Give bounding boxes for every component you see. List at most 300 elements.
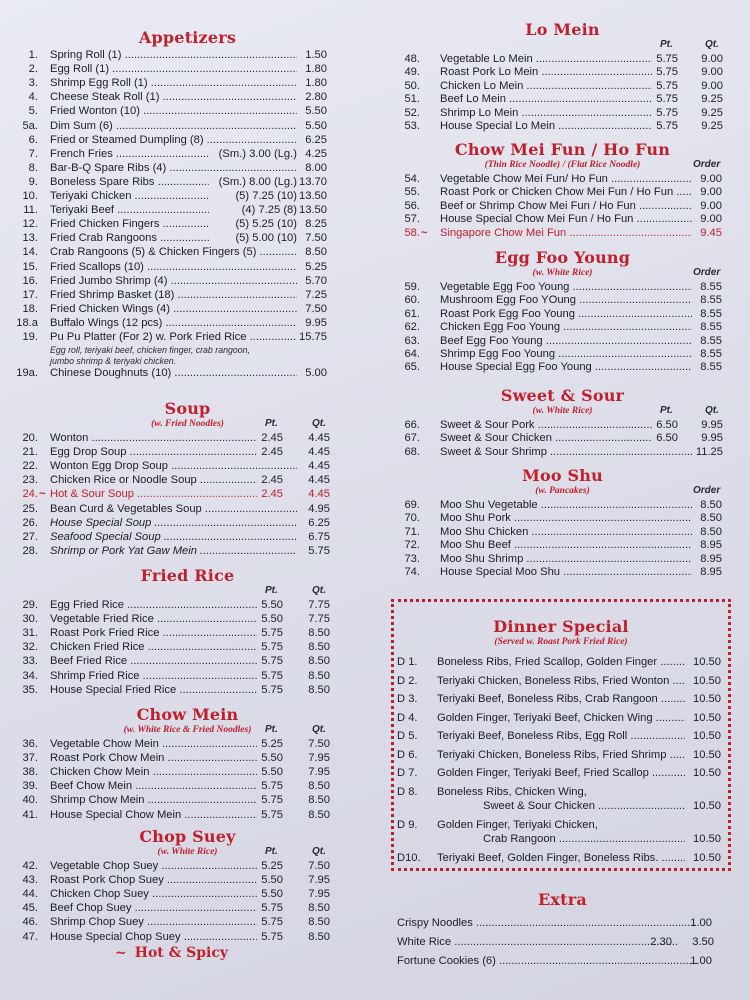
menu-item-row xyxy=(375,935,750,949)
item-price: 6.25 xyxy=(305,133,327,146)
menu-item-row xyxy=(0,598,375,612)
item-name: Vegetable Fried Rice ..... xyxy=(50,612,257,626)
menu-item-row xyxy=(375,347,750,361)
item-price: 8.50 xyxy=(700,525,722,538)
item-name: Teriyaki Chicken ..... xyxy=(50,189,209,203)
menu-item-row xyxy=(375,538,750,552)
item-name: Beef Egg Foo Young ..... xyxy=(440,334,692,348)
item-pint-price: 5.50 xyxy=(261,613,283,626)
menu-item-row xyxy=(375,65,750,79)
item-price: 13.50 xyxy=(299,190,327,202)
menu-item-row xyxy=(375,552,750,566)
menu-item-row xyxy=(375,226,750,240)
order-header: Order xyxy=(693,485,721,496)
menu-item-row xyxy=(0,62,375,76)
item-name: Teriyaki Chicken, Boneless Ribs, Fried Wonton ..... xyxy=(437,674,685,688)
item-size-prices: (5) 5.00 (10) xyxy=(235,232,297,245)
item-name: Shrimp Egg Foo Young ..... xyxy=(440,347,692,361)
item-pint-price: 5.75 xyxy=(261,655,283,668)
item-number: 19a. xyxy=(16,367,38,380)
item-name: Teriyaki Beef, Boneless Ribs, Egg Roll ..... xyxy=(437,729,685,743)
item-quart-price: 7.95 xyxy=(308,874,330,887)
item-name: Roast Pork Chow Mein ..... xyxy=(50,751,257,765)
menu-item-row xyxy=(0,274,375,288)
item-pint-price: 5.75 xyxy=(656,66,678,79)
item-number: 33. xyxy=(22,655,38,668)
section-subtitle: (w. White Rice & Fried Noodles) xyxy=(123,725,252,735)
item-price: 15.75 xyxy=(299,331,327,343)
item-number: D 1. xyxy=(397,656,418,668)
item-description xyxy=(391,818,721,832)
menu-item-row xyxy=(375,360,750,374)
item-price: 13.70 xyxy=(299,175,327,188)
item-name: Wonton Egg Drop Soup ..... xyxy=(50,459,297,473)
item-quart-price: 8.50 xyxy=(308,683,330,696)
item-quart-price: 9.25 xyxy=(701,106,723,119)
item-number: D10. xyxy=(397,851,421,864)
menu-item-row xyxy=(0,873,375,887)
item-quart-price: 8.50 xyxy=(308,780,330,793)
item-name: Beef Chop Suey ..... xyxy=(50,901,257,915)
menu-item-row xyxy=(375,320,750,334)
qt-header: Qt. xyxy=(312,724,326,735)
item-name: Spring Roll (1) ..... xyxy=(50,48,297,62)
item-number: 43. xyxy=(22,874,38,887)
menu-item-row xyxy=(0,445,375,459)
menu-item-row xyxy=(375,565,750,579)
menu-item-row xyxy=(0,459,375,473)
item-price: 9.00 xyxy=(700,186,722,199)
item-price: 1.80 xyxy=(305,77,327,90)
item-number: 5. xyxy=(28,105,38,118)
item-name: Bean Curd & Vegetables Soup ..... xyxy=(50,502,297,516)
item-number: 37. xyxy=(22,752,38,765)
item-number: 57. xyxy=(404,213,420,226)
section-chow_mei_fun xyxy=(375,140,750,239)
item-name: Sweet & Sour Shrimp ..... xyxy=(440,445,692,459)
item-number: 65. xyxy=(404,361,420,374)
menu-item-row xyxy=(0,90,375,104)
item-name: Fried Shrimp Basket (18) ..... xyxy=(50,288,297,302)
menu-item-row xyxy=(375,79,750,93)
item-name: Fried Chicken Fingers ..... xyxy=(50,217,209,231)
item-name: Crab Rangoon ..... xyxy=(483,832,685,846)
item-number: 7. xyxy=(28,147,38,160)
item-name: Roast Pork Chop Suey ..... xyxy=(50,873,257,887)
item-price: 8.50 xyxy=(700,512,722,525)
item-number: 58. xyxy=(404,226,420,239)
item-description xyxy=(391,748,721,762)
item-name: Fried Scallops (10) ..... xyxy=(50,260,297,274)
item-number: 8. xyxy=(28,161,38,174)
item-quart-price: 7.95 xyxy=(308,766,330,779)
item-price: 9.00 xyxy=(700,213,722,226)
section-title: Egg Foo Young xyxy=(494,248,631,267)
item-number: 13. xyxy=(22,232,38,245)
item-name: House Special Soup ..... xyxy=(50,516,297,530)
item-name: House Special Chow Mei Fun / Ho Fun ..... xyxy=(440,212,692,226)
menu-item-row xyxy=(0,502,375,516)
item-name: Moo Shu Beef ..... xyxy=(440,538,692,552)
item-name: Shrimp Fried Rice ..... xyxy=(50,669,257,683)
item-name: House Special Chop Suey ..... xyxy=(50,930,257,944)
item-pint-price: 2.45 xyxy=(261,474,283,487)
menu-item-row xyxy=(0,316,375,330)
item-number: 55. xyxy=(404,186,420,199)
section-fried_rice xyxy=(0,566,375,696)
item-quart-price: 9.25 xyxy=(701,120,723,132)
section-title: Sweet & Sour xyxy=(500,386,625,405)
item-name: Shrimp Lo Mein ..... xyxy=(440,106,652,120)
item-number: 50. xyxy=(404,79,420,92)
item-number: 53. xyxy=(404,120,420,132)
item-quart-price: 9.00 xyxy=(701,53,723,65)
menu-item-row xyxy=(375,525,750,539)
item-price: 7.50 xyxy=(305,302,327,315)
item-name: French Fries ..... xyxy=(50,147,209,161)
section-title: Chow Mei Fun / Ho Fun xyxy=(454,140,671,159)
menu-item-row xyxy=(0,330,375,344)
item-description xyxy=(391,851,721,865)
menu-item-row xyxy=(375,293,750,307)
menu-item-row xyxy=(0,530,375,544)
item-name: Crab Rangoons (5) & Chicken Fingers (5) ..... xyxy=(50,245,297,259)
item-price: 8.00 xyxy=(305,161,327,174)
item-price: 5.70 xyxy=(305,274,327,287)
menu-item-row xyxy=(375,445,750,459)
item-number: 21. xyxy=(22,446,38,459)
item-number: 17. xyxy=(22,288,38,301)
item-name: Beef Lo Mein ..... xyxy=(440,92,652,106)
item-number: D 9. xyxy=(397,818,418,831)
section-appetizers xyxy=(0,28,375,380)
section-title: Appetizers xyxy=(138,28,237,47)
item-number: 18.a xyxy=(16,316,38,329)
item-price: 9.00 xyxy=(700,173,722,185)
section-title: Chow Mein xyxy=(136,705,239,724)
item-description xyxy=(391,766,721,780)
item-quart-price: 9.95 xyxy=(701,419,723,431)
item-number: 68. xyxy=(404,445,420,458)
item-number: 70. xyxy=(404,512,420,525)
item-name: Teriyaki Beef, Golden Finger, Boneless Ribs. ..... xyxy=(437,851,685,865)
item-number: 73. xyxy=(404,552,420,565)
item-name: Sweet & Sour Chicken ..... xyxy=(483,799,685,813)
item-price: 10.50 xyxy=(693,748,721,761)
menu-item-row xyxy=(0,930,375,944)
item-quart-price: 8.50 xyxy=(308,794,330,807)
item-quart-price: 8.50 xyxy=(308,930,330,943)
menu-item-row xyxy=(0,915,375,929)
menu-item-row xyxy=(375,119,750,133)
item-number: 47. xyxy=(22,930,38,943)
item-number: 2. xyxy=(28,63,38,76)
section-egg_foo_young xyxy=(375,248,750,374)
item-name: Sweet & Sour Chicken ..... xyxy=(440,431,652,445)
section-subtitle: (w. Fried Noodles) xyxy=(151,419,224,429)
pt-header: Pt. xyxy=(660,405,673,416)
item-quart-price: 4.45 xyxy=(308,446,330,459)
section-title: Chop Suey xyxy=(139,827,236,846)
item-number: 41. xyxy=(22,808,38,821)
item-price: 8.55 xyxy=(700,348,722,360)
menu-item-row xyxy=(0,104,375,118)
item-number: 31. xyxy=(22,627,38,640)
item-size-prices: (4) 7.25 (8) xyxy=(241,204,297,217)
qt-header: Qt. xyxy=(312,846,326,857)
item-number: 3. xyxy=(28,77,38,90)
item-number: 69. xyxy=(404,499,420,511)
item-price: 8.55 xyxy=(700,361,722,374)
menu-item-row xyxy=(0,76,375,90)
item-quart-price: 6.75 xyxy=(308,530,330,543)
item-price: 8.95 xyxy=(700,539,722,552)
item-quart-price: 4.95 xyxy=(308,502,330,515)
menu-item-row xyxy=(0,203,375,217)
item-number: 40. xyxy=(22,794,38,807)
item-pint-price: 5.75 xyxy=(261,794,283,807)
menu-item-row xyxy=(0,133,375,147)
item-number: 1. xyxy=(28,49,38,61)
item-number: 5a. xyxy=(22,119,38,132)
item-number: 10. xyxy=(22,190,38,202)
item-size-prices: (5) 5.25 (10) xyxy=(235,218,297,231)
item-number: 27. xyxy=(22,530,38,543)
item-name: Golden Finger, Teriyaki Beef, Chicken Wing ..... xyxy=(437,711,685,725)
menu-item-row xyxy=(0,473,375,487)
item-price: 10.50 xyxy=(693,693,721,705)
section-title: Dinner Special xyxy=(493,617,629,636)
item-pint-price: 5.75 xyxy=(261,669,283,682)
item-price: 8.55 xyxy=(700,307,722,320)
item-price: 9.95 xyxy=(305,316,327,329)
section-lo_mein xyxy=(375,20,750,132)
section-moo_shu xyxy=(375,466,750,578)
item-name: House Special Fried Rice ..... xyxy=(50,683,257,697)
menu-item-row xyxy=(0,189,375,203)
item-price: 10.50 xyxy=(693,851,721,864)
item-name: Vegetable Chow Mei Fun/ Ho Fun ..... xyxy=(440,172,692,186)
item-quart-price: 7.50 xyxy=(308,860,330,872)
item-pint-price: 5.50 xyxy=(261,874,283,887)
item-name: Shrimp Egg Roll (1) ..... xyxy=(50,76,297,90)
item-quart-price: 7.95 xyxy=(308,888,330,901)
item-name: Chicken Egg Foo Young ..... xyxy=(440,320,692,334)
item-quart-price: 8.50 xyxy=(308,808,330,821)
section-subtitle: (Thin Rice Noodle) / (Flat Rice Noodle) xyxy=(484,160,641,170)
menu-item-row xyxy=(0,612,375,626)
item-quart-price: 4.45 xyxy=(308,432,330,444)
item-name: Chicken Rice or Noodle Soup ..... xyxy=(50,473,257,487)
menu-item-row xyxy=(0,119,375,133)
item-price: 8.95 xyxy=(700,552,722,565)
item-number: 38. xyxy=(22,766,38,779)
item-quart-price: 7.75 xyxy=(308,599,330,611)
menu-item-row xyxy=(0,751,375,765)
item-name: House Special Lo Mein ..... xyxy=(440,119,652,133)
menu-item-row xyxy=(0,808,375,822)
item-name: Moo Shu Shrimp ..... xyxy=(440,552,692,566)
item-name: Wonton ..... xyxy=(50,431,257,445)
item-name: Sweet & Sour Pork ..... xyxy=(440,418,652,432)
item-description xyxy=(391,655,721,669)
qt-header: Qt. xyxy=(312,418,326,429)
item-price: 5.50 xyxy=(305,119,327,132)
item-name: Vegetable Chop Suey ..... xyxy=(50,859,257,873)
item-pint-price: 6.50 xyxy=(656,432,678,445)
pt-header: Pt. xyxy=(265,418,278,429)
item-price: 8.25 xyxy=(305,218,327,231)
menu-item-row xyxy=(0,544,375,558)
item-number: 56. xyxy=(404,199,420,212)
item-quart-price: 4.45 xyxy=(308,460,330,473)
qt-header: Qt. xyxy=(705,405,719,416)
menu-item-row xyxy=(0,366,375,380)
item-pint-price: 5.75 xyxy=(261,641,283,654)
item-number: 66. xyxy=(404,419,420,431)
menu-item-row xyxy=(375,334,750,348)
item-price: 10.50 xyxy=(693,711,721,724)
section-subtitle: (w. White Rice) xyxy=(532,406,593,416)
item-price: 10.50 xyxy=(693,832,721,845)
item-pint-price: 5.75 xyxy=(261,780,283,793)
item-price: 1.00 xyxy=(690,955,712,967)
item-name: Moo Shu Vegetable ..... xyxy=(440,498,692,512)
item-name: Vegetable Egg Foo Young ..... xyxy=(440,280,692,294)
item-price: 10.50 xyxy=(693,767,721,779)
item-pint-price: 5.75 xyxy=(261,808,283,821)
item-number: 34. xyxy=(22,669,38,682)
item-number: 64. xyxy=(404,348,420,360)
item-name: Beef Chow Mein ..... xyxy=(50,779,257,793)
menu-item-row xyxy=(0,288,375,302)
item-quart-price: 8.50 xyxy=(308,627,330,640)
item-number: 61. xyxy=(404,307,420,320)
item-name: House Special Moo Shu ..... xyxy=(440,565,692,579)
item-quart-price: 8.50 xyxy=(308,916,330,929)
item-number: 25. xyxy=(22,502,38,515)
item-number: 29. xyxy=(22,599,38,611)
item-pint-price: 5.75 xyxy=(656,79,678,92)
section-sweet_sour xyxy=(375,386,750,458)
item-pint-price: 2.45 xyxy=(261,446,283,459)
item-name: Fortune Cookies (6) ..... xyxy=(397,954,697,968)
item-number: 35. xyxy=(22,683,38,696)
item-name: Chicken Lo Mein ..... xyxy=(440,79,652,93)
item-name: Seafood Special Soup ..... xyxy=(50,530,297,544)
item-number: 49. xyxy=(404,66,420,79)
item-name: House Special Chow Mein ..... xyxy=(50,808,257,822)
item-name: Singapore Chow Mei Fun ..... xyxy=(440,226,692,240)
menu-item-row xyxy=(0,516,375,530)
menu-item-row xyxy=(0,487,375,501)
item-number: 16. xyxy=(22,274,38,287)
pt-header: Pt. xyxy=(265,585,278,596)
item-name: Golden Finger, Teriyaki Chicken, xyxy=(437,818,598,831)
item-price: 5.25 xyxy=(305,260,327,273)
item-name: Crispy Noodles ..... xyxy=(397,916,697,930)
item-number: 52. xyxy=(404,106,420,119)
section-chow_mein xyxy=(0,705,375,821)
menu-item-row xyxy=(0,669,375,683)
item-name: Moo Shu Chicken ..... xyxy=(440,525,692,539)
menu-item-row xyxy=(0,793,375,807)
menu-item-row xyxy=(0,245,375,259)
menu-item-row xyxy=(0,779,375,793)
menu-item-row xyxy=(0,654,375,668)
item-name: Chicken Chow Mein ..... xyxy=(50,765,257,779)
item-price: 2.80 xyxy=(305,91,327,104)
item-pint-price: 2.45 xyxy=(261,432,283,444)
menu-item-row xyxy=(375,199,750,213)
item-pint-price: 5.25 xyxy=(261,738,283,750)
item-quart-price: 4.45 xyxy=(308,488,330,501)
item-pint-price: 5.25 xyxy=(261,860,283,872)
item-name: Bar-B-Q Spare Ribs (4) ..... xyxy=(50,161,297,175)
item-name: Boneless Ribs, Fried Scallop, Golden Finger ..... xyxy=(437,655,685,669)
item-size-prices: (5) 7.25 (10) xyxy=(235,190,297,202)
item-pint-price: 5.75 xyxy=(261,902,283,915)
item-name: Roast Pork Egg Foo Young ..... xyxy=(440,307,692,321)
item-name: Golden Finger, Teriyaki Beef, Fried Scallop ..... xyxy=(437,766,685,780)
item-number: 20. xyxy=(22,432,38,444)
item-name: Egg Drop Soup ..... xyxy=(50,445,257,459)
item-quart-price: 11.25 xyxy=(695,445,723,458)
item-number: 63. xyxy=(404,334,420,347)
item-number: 9. xyxy=(28,175,38,188)
item-price: 10.50 xyxy=(693,674,721,687)
menu-item-row xyxy=(375,185,750,199)
item-number: 51. xyxy=(404,93,420,106)
item-number: 42. xyxy=(22,860,38,872)
item-name: Chinese Doughnuts (10) ..... xyxy=(50,366,297,380)
item-name: Buffalo Wings (12 pcs) ..... xyxy=(50,316,297,330)
item-number: D 8. xyxy=(397,785,418,798)
item-name: Mushroom Egg Foo YOung ..... xyxy=(440,293,692,307)
item-quart-price: 8.50 xyxy=(308,655,330,668)
section-title: Moo Shu xyxy=(522,466,603,485)
menu-item-row xyxy=(0,302,375,316)
item-name: Roast Pork Fried Rice ..... xyxy=(50,626,257,640)
item-price: 8.50 xyxy=(700,499,722,511)
section-title: Soup xyxy=(164,399,211,418)
section-soup xyxy=(0,399,375,557)
spicy-icon: ~ xyxy=(39,488,46,501)
item-quart-price: 8.50 xyxy=(308,669,330,682)
item-size-prices: (Sm.) 8.00 (Lg.) xyxy=(218,175,297,188)
item-number: D 2. xyxy=(397,674,418,687)
pt-header: Pt. xyxy=(265,724,278,735)
item-name: Fried Chicken Wings (4) ..... xyxy=(50,302,297,316)
menu-item-row xyxy=(0,765,375,779)
spicy-icon: ~ xyxy=(115,945,127,961)
item-number: D 6. xyxy=(397,748,418,761)
menu-item-row xyxy=(0,887,375,901)
item-pint-price: 5.50 xyxy=(261,766,283,779)
menu-item-row xyxy=(0,48,375,62)
item-name: Shrimp or Pork Yat Gaw Mein ..... xyxy=(50,544,297,558)
menu-item-row xyxy=(0,231,375,245)
item-price: 13.50 xyxy=(299,204,327,217)
item-name: Roast Pork Lo Mein ..... xyxy=(440,65,652,79)
item-price: 8.55 xyxy=(700,321,722,334)
item-name: Moo Shu Pork ..... xyxy=(440,511,692,525)
item-price: 8.55 xyxy=(700,334,722,347)
item-name: Boneless Ribs, Chicken Wing, xyxy=(437,785,587,798)
item-number: 23. xyxy=(22,474,38,487)
section-subtitle: (w. White Rice) xyxy=(532,268,593,278)
menu-item-row xyxy=(0,626,375,640)
